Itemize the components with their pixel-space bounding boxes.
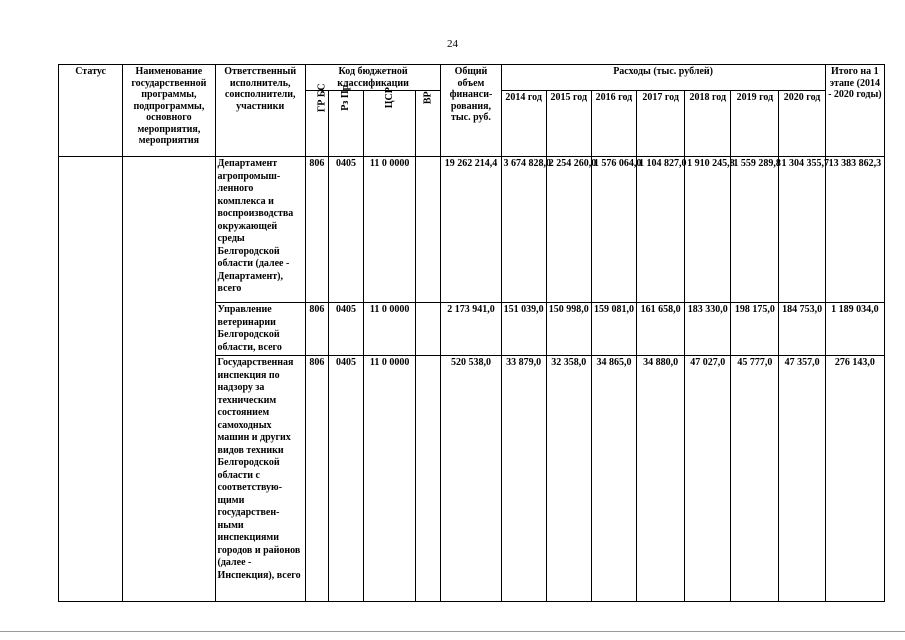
header-total-volume: Общий объем финанси-рования, тыс. руб. <box>441 65 501 157</box>
page-number: 24 <box>447 38 458 50</box>
total-volume-cell: 520 538,0 <box>441 356 501 602</box>
header-stage-total: Итого на 1 этапе (2014 - 2020 годы) <box>825 65 884 157</box>
year-2016-cell: 159 081,0 <box>591 303 636 356</box>
header-name: Наименование государственной программы, подпрограммы, основного мероприятия, мероприятия <box>123 65 215 157</box>
vr-cell <box>416 356 441 602</box>
vr-cell <box>416 303 441 356</box>
stage-total-cell: 276 143,0 <box>825 356 884 602</box>
header-year-2020: 2020 год <box>779 91 825 157</box>
header-year-2019: 2019 год <box>731 91 779 157</box>
year-2017-cell: 1 104 827,0 <box>637 157 685 303</box>
header-executor: Ответственный исполнитель, соисполнители, участники <box>215 65 305 157</box>
rzpr-cell: 0405 <box>328 157 363 303</box>
total-volume-cell: 19 262 214,4 <box>441 157 501 303</box>
year-2017-cell: 34 880,0 <box>637 356 685 602</box>
year-2014-cell: 33 879,0 <box>501 356 546 602</box>
header-grbs: ГР БС <box>305 91 328 157</box>
executor-cell: Департамент агропромыш-ленного комплекса и воспроизводства окружающей среды Белгородской области (далее - Департамент), всего <box>215 157 305 303</box>
grbs-cell: 806 <box>305 356 328 602</box>
year-2019-cell: 45 777,0 <box>731 356 779 602</box>
rzpr-cell: 0405 <box>328 303 363 356</box>
year-2014-cell: 3 674 828,0 <box>501 157 546 303</box>
year-2015-cell: 32 358,0 <box>546 356 591 602</box>
header-year-2015: 2015 год <box>546 91 591 157</box>
executor-cell: Государственная инспекция по надзору за техническим состоянием самоходных машин и других видов техники Белгородской области с соответствую-щими государствен-ными инспекциями городов и районов (далее - Инспекция), всего <box>215 356 305 602</box>
year-2020-cell: 47 357,0 <box>779 356 825 602</box>
header-rzpr: Рз Пр <box>328 91 363 157</box>
header-expenses: Расходы (тыс. рублей) <box>501 65 825 91</box>
year-2020-cell: 1 304 355,7 <box>779 157 825 303</box>
header-year-2016: 2016 год <box>591 91 636 157</box>
table-row <box>59 157 885 303</box>
header-year-2017: 2017 год <box>637 91 685 157</box>
year-2014-cell: 151 039,0 <box>501 303 546 356</box>
header-csr: ЦСР <box>364 91 416 157</box>
budget-table <box>58 64 885 602</box>
executor-cell: Управление ветеринарии Белгородской области, всего <box>215 303 305 356</box>
csr-cell: 11 0 0000 <box>364 356 416 602</box>
stage-total-cell: 1 189 034,0 <box>825 303 884 356</box>
year-2020-cell: 184 753,0 <box>779 303 825 356</box>
rzpr-cell: 0405 <box>328 356 363 602</box>
year-2019-cell: 198 175,0 <box>731 303 779 356</box>
status-cell <box>59 157 123 602</box>
year-2016-cell: 1 576 064,0 <box>591 157 636 303</box>
stage-total-cell: 13 383 862,3 <box>825 157 884 303</box>
grbs-cell: 806 <box>305 157 328 303</box>
scan-bottom-rule <box>0 631 905 632</box>
grbs-cell: 806 <box>305 303 328 356</box>
csr-cell: 11 0 0000 <box>364 303 416 356</box>
csr-cell: 11 0 0000 <box>364 157 416 303</box>
year-2015-cell: 2 254 260,0 <box>546 157 591 303</box>
vr-cell <box>416 157 441 303</box>
header-year-2018: 2018 год <box>685 91 731 157</box>
year-2018-cell: 183 330,0 <box>685 303 731 356</box>
header-vr: ВР <box>416 91 441 157</box>
year-2016-cell: 34 865,0 <box>591 356 636 602</box>
year-2019-cell: 1 559 289,8 <box>731 157 779 303</box>
program-name-cell <box>123 157 215 602</box>
header-budget-code: Код бюджетной классификации <box>305 65 440 91</box>
header-status: Статус <box>59 65 123 157</box>
year-2017-cell: 161 658,0 <box>637 303 685 356</box>
total-volume-cell: 2 173 941,0 <box>441 303 501 356</box>
year-2018-cell: 1 910 245,8 <box>685 157 731 303</box>
year-2018-cell: 47 027,0 <box>685 356 731 602</box>
header-year-2014: 2014 год <box>501 91 546 157</box>
year-2015-cell: 150 998,0 <box>546 303 591 356</box>
